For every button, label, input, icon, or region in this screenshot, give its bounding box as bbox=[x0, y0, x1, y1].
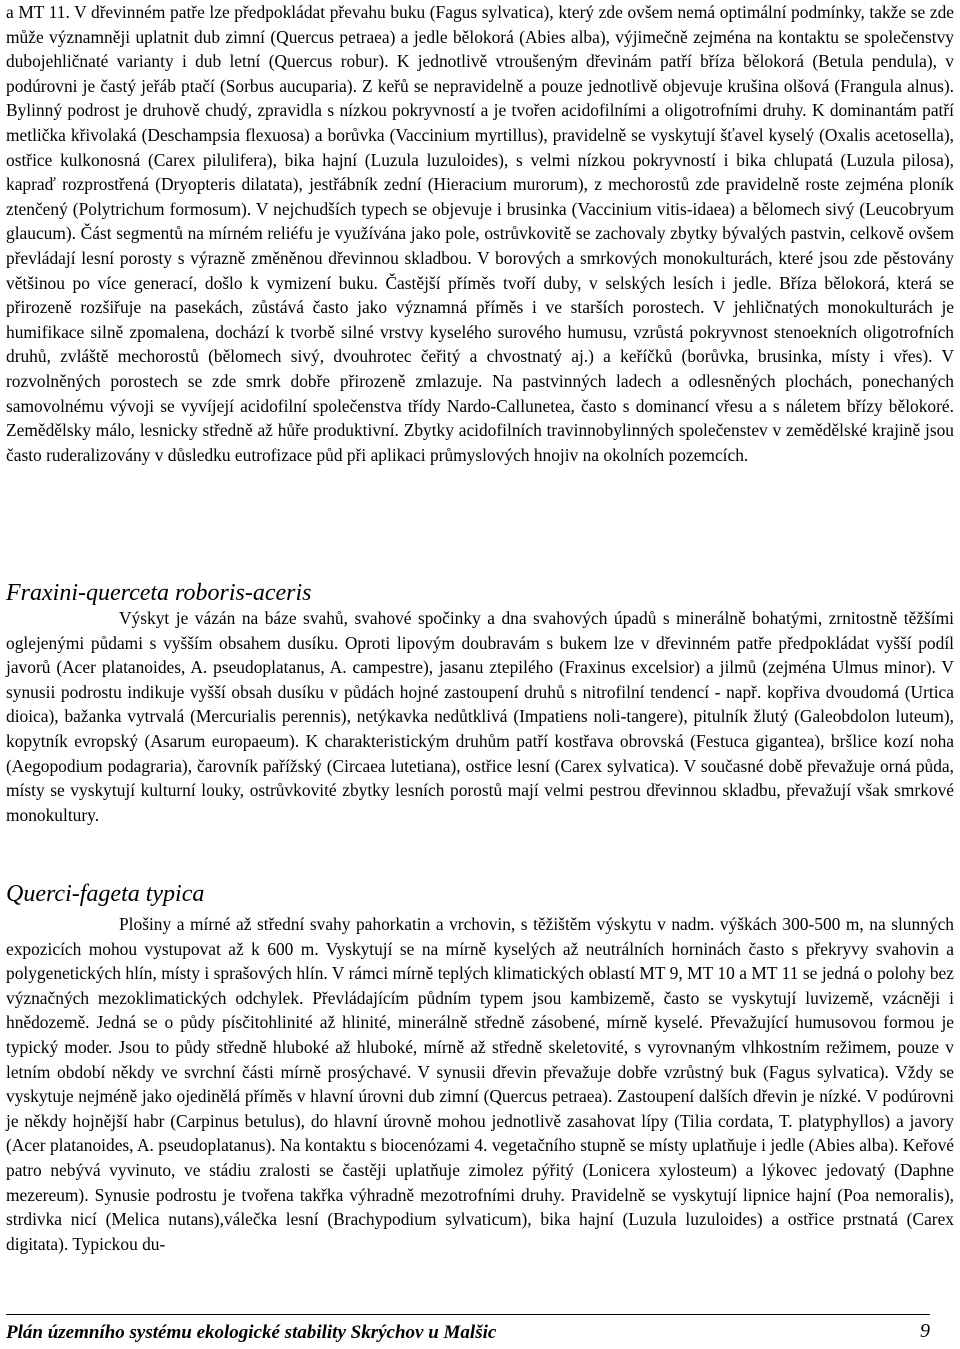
page-number: 9 bbox=[920, 1320, 930, 1342]
section-heading: Fraxini-querceta roboris-aceris bbox=[6, 580, 312, 606]
body-paragraph: Plošiny a mírné až střední svahy pahorkatin a vrchovin, s těžištěm výskytu v nadm. výškách 300-500 m, na slunných expozicích mohou vystupovat až k 600 m. Vyskytují se na mírně kyselých až neutrálních horninách často s překryvy svahovin a polygenetických hlín, místy i sprašových hlín. V rámci mírně teplých klimatických oblastí MT 9, MT 10 a MT 11 se jedná o polohy bez význačných mezoklimatických odchylek. Převládajícím půdním typem jsou kambizemě, často se vyskytují luvizemě, vzácněji i hnědozemě. Jedná se o půdy písčitohlinité až hlinité, minerálně středně zásobené, mírně kyselé. Převažující humusovou formou je typický moder. Jsou to půdy středně hluboké až hluboké, mírně až středně skeletovité, s vyrovnaným vlhkostním režimem, pouze v letním období někdy ve svrchní části mírně prosýchavé. V synusii dřevin převažuje dobře vzrůstný buk (Fagus sylvatica). Vždy se vyskytuje nejméně jako ojedinělá příměs v hlavní úrovni dub zimní (Quercus petraea). Zastoupení dalších dřevin je nízké. V podúrovni je někdy hojnější habr (Carpinus betulus), do hlavní úrovně mohou jednotlivě zasahovat lípy (Tilia cordata, T. platyphyllos) a javory (Acer platanoides, A. pseudoplatanus). Na kontaktu s biocenózami 4. vegetačního stupně se místy uplatňuje i jedle (Abies alba). Keřové patro nebývá vyvinuto, ve stádiu zralosti se častěji uplatňuje zimolez pýřitý (Lonicera xylosteum) a lýkovec jedovatý (Daphne mezereum). Synusie podrostu je tvořena takřka výhradně mezotrofními druhy. Pravidelně se vyskytují lipnice hajní (Poa nemoralis), strdivka nicí (Melica nutans),válečka lesní (Brachypodium sylvaticum), bika hajní (Luzula luzuloides) a ostřice prstnatá (Carex digitata). Typickou du- bbox=[6, 914, 954, 1254]
section-heading: Querci-fageta typica bbox=[6, 881, 205, 907]
page-footer bbox=[6, 1318, 930, 1342]
footer-title: Plán územního systému ekologické stability Skrýchov u Malšic bbox=[6, 1322, 497, 1343]
footer-divider bbox=[6, 1314, 930, 1315]
body-paragraph: Výskyt je vázán na báze svahů, svahové spočinky a dna svahových úpadů s minerálně bohatými, zrnitostně těžšími oglejenými půdami s vyšším obsahem dusíku. Oproti lipovým doubravám s bukem lze v dřevinném patře předpokládat vyšší podíl javorů (Acer platanoides, A. pseudoplatanus, A. campestre), jasanu ztepilého (Fraxinus excelsior) a jilmů (zejména Ulmus minor). V synusii podrostu indikuje vyšší obsah dusíku v půdách hojné zastoupení druhů s nitrofilní tendencí - např. kopřiva dvoudomá (Urtica dioica), bažanka vytrvalá (Mercurialis perennis), netýkavka nedůtklivá (Impatiens noli-tangere), pitulník žlutý (Galeobdolon luteum), kopytník evropský (Asarum europaeum). K charakteristickým druhům patří kostřava obrovská (Festuca gigantea), bršlice kozí noha (Aegopodium podagraria), čarovník pařížský (Circaea lutetiana), ostřice lesní (Carex sylvatica). V současné době převažuje orná půda, místy se vyskytují kulturní louky, ostrůvkovité zbytky lesních porostů mají velmi pestrou dřevinnou skladbu, převažují však smrkové monokultury. bbox=[6, 608, 954, 825]
body-paragraph: a MT 11. V dřevinném patře lze předpokládat převahu buku (Fagus sylvatica), který zde ovšem nemá optimální podmínky, takže se zde může významněji uplatnit dub zimní (Quercus petraea) a jedle bělokorá (Abies alba), výjimečně zejména na kontaktu se společenstvy dubojehličnaté varianty i dub letní (Quercus robur). K jednotlivě vtroušeným dřevinám patří bříza bělokorá (Betula pendula), v podúrovni je častý jeřáb ptačí (Sorbus aucuparia). Z keřů se nepravidelně a pouze jednotlivě objevuje krušina olšová (Frangula alnus). Bylinný podrost je druhově chudý, zpravidla s nízkou pokryvností a je tvořen acidofilními a oligotrofními druhy. K dominantám patří metlička křivolaká (Deschampsia flexuosa) a borůvka (Vaccinium myrtillus), pravidelně se vyskytují šťavel kyselý (Oxalis acetosella), ostřice kulkonosná (Carex pilulifera), bika hajní (Luzula luzuloides), s velmi nízkou pokryvností i bika chlupatá (Luzula pilosa), kapraď rozprostřená (Dryopteris dilatata), jestřábník zední (Hieracium murorum), z mechorostů zde pravidelně roste zejména ploník ztenčený (Polytrichum formosum). V nejchudších typech se objevuje i brusinka (Vaccinium vitis-idaea) a bělomech sivý (Leucobryum glaucum). Část segmentů na mírném reliéfu je využívána jako pole, ostrůvkovitě se zachovaly zbytky bývalých pastvin, celkově ovšem převládají lesní porosty s výrazně změněnou dřevinnou skladbou. V borových a smrkových monokulturách, které jsou zde pěstovány většinou po více generací, došlo k vymizení buku. Častější příměs tvoří duby, v selských lesích i jedle. Bříza bělokorá, která se přirozeně rozšiřuje na pasekách, zůstává často jako významná příměs i ve starších porostech. V jehličnatých monokulturách je humifikace silně zpomalena, dochází k tvorbě silné vrstvy kyselého surového humusu, vzrůstá pokryvnost stenoekních oligotrofních druhů, zvláště mechorostů (bělomech sivý, dvouhrotec čeřitý a chvostnatý aj.) a keříčků (borůvka, brusinka, místy i vřes). V rozvolněných porostech se zde smrk dobře přirozeně zmlazuje. Na pastvinných ladech a odlesněných plochách, ponechaných samovolnému vývoji se vyvíjejí acidofilní společenstva třídy Nardo-Callunetea, často s dominancí vřesu a s náletem břízy bělokoré. Zemědělsky málo, lesnicky středně až hůře produktivní. Zbytky acidofilních travinnobylinných společenstev v zemědělské krajině jsou často ruderalizovány v důsledku eutrofizace půd při aplikaci průmyslových hnojiv na okolních pozemcích. bbox=[6, 2, 954, 465]
